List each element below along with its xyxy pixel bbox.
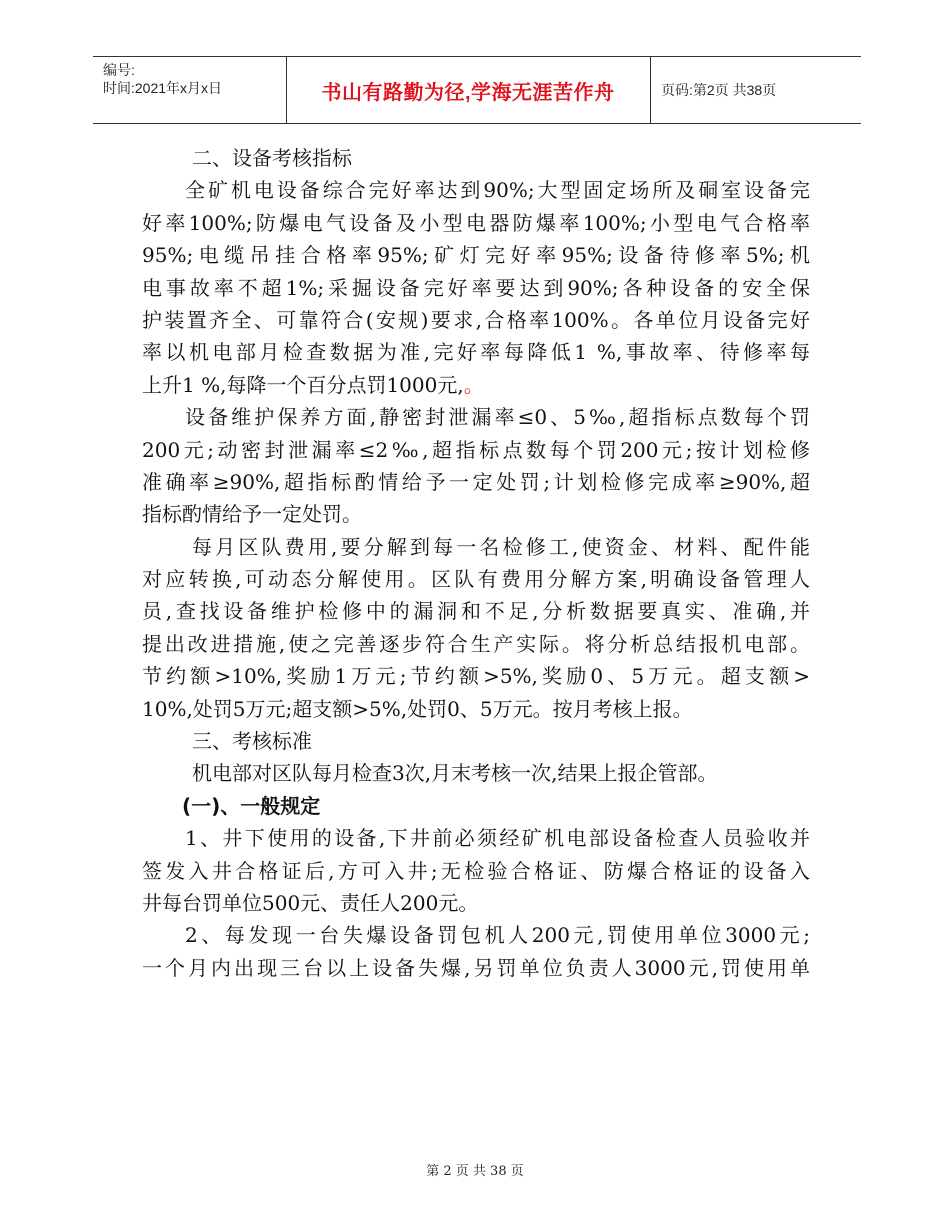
- header-divider-left: [286, 57, 287, 123]
- paragraph-text: 上升1 %,每降一个百分点罚1000元,: [142, 372, 464, 397]
- red-mark: 。: [463, 372, 484, 397]
- header-motto: 书山有路勤为径,学海无涯苦作舟: [321, 81, 615, 104]
- paragraph-line: 率以机电部月检查数据为准,完好率每降低1 %,事故率、待修率每: [142, 340, 810, 365]
- paragraph-line: 一个月内出现三台以上设备失爆,另罚单位负责人3000元,罚使用单: [142, 955, 810, 980]
- header-divider-right: [650, 57, 651, 123]
- header-page-info: 页码:第2页 共38页: [661, 82, 777, 98]
- paragraph-line: 2、每发现一台失爆设备罚包机人200元,罚使用单位3000元;: [185, 923, 810, 948]
- paragraph-line-last: 10%,处罚5万元;超支额>5%,处罚0、5万元。按月考核上报。: [142, 696, 693, 721]
- paragraph-line: 节约额>10%,奖励1万元;节约额>5%,奖励0、5万元。超支额>: [142, 664, 810, 689]
- subsection-heading: (一)、一般规定: [182, 793, 321, 818]
- paragraph-line-last: 井每台罚单位500元、责任人200元。: [142, 890, 479, 915]
- paragraph-line-last: 指标酌情给予一定处罚。: [142, 502, 362, 527]
- paragraph-line: 护装置齐全、可靠符合(安规)要求,合格率100%。各单位月设备完好: [142, 307, 810, 332]
- paragraph-line: 每月区队费用,要分解到每一名检修工,使资金、材料、配件能: [192, 534, 810, 559]
- document-time: 时间:2021年x月x日: [103, 80, 223, 96]
- page-footer: 第 2 页 共 38 页: [426, 1164, 524, 1179]
- document-header: [93, 56, 861, 124]
- paragraph-line: 签发入井合格证后,方可入井;无检验合格证、防爆合格证的设备入: [142, 858, 810, 883]
- paragraph-line: 全矿机电设备综合完好率达到90%;大型固定场所及硐室设备完: [185, 178, 810, 203]
- paragraph-line: 设备维护保养方面,静密封泄漏率≤0、5‰,超指标点数每个罚: [185, 405, 810, 430]
- document-number-label: 编号:: [103, 62, 135, 78]
- paragraph-line: 准确率≥90%,超指标酌情给予一定处罚;计划检修完成率≥90%,超: [142, 469, 810, 494]
- section-heading-2: 二、设备考核指标: [192, 146, 352, 170]
- paragraph-line: 200元;动密封泄漏率≤2‰,超指标点数每个罚200元;按计划检修: [142, 437, 810, 462]
- paragraph-line: 对应转换,可动态分解使用。区队有费用分解方案,明确设备管理人: [142, 567, 810, 592]
- paragraph-line: 95%;电缆吊挂合格率95%;矿灯完好率95%;设备待修率5%;机: [142, 243, 810, 268]
- paragraph-line: 好率100%;防爆电气设备及小型电器防爆率100%;小型电气合格率: [142, 210, 810, 235]
- document-body: [142, 142, 810, 984]
- header-meta: [103, 61, 283, 97]
- paragraph-line-last: [142, 369, 810, 401]
- paragraph-line: 机电部对区队每月检查3次,月末考核一次,结果上报企管部。: [192, 761, 718, 786]
- section-heading-3: 三、考核标准: [192, 729, 312, 754]
- paragraph-line: 提出改进措施,使之完善逐步符合生产实际。将分析总结报机电部。: [142, 631, 810, 656]
- paragraph-line: 1、井下使用的设备,下井前必须经矿机电部设备检查人员验收并: [185, 826, 810, 851]
- paragraph-line: 电事故率不超1%;采掘设备完好率要达到90%;各种设备的安全保: [142, 275, 810, 300]
- paragraph-line: 员,查找设备维护检修中的漏洞和不足,分析数据要真实、准确,并: [142, 599, 810, 624]
